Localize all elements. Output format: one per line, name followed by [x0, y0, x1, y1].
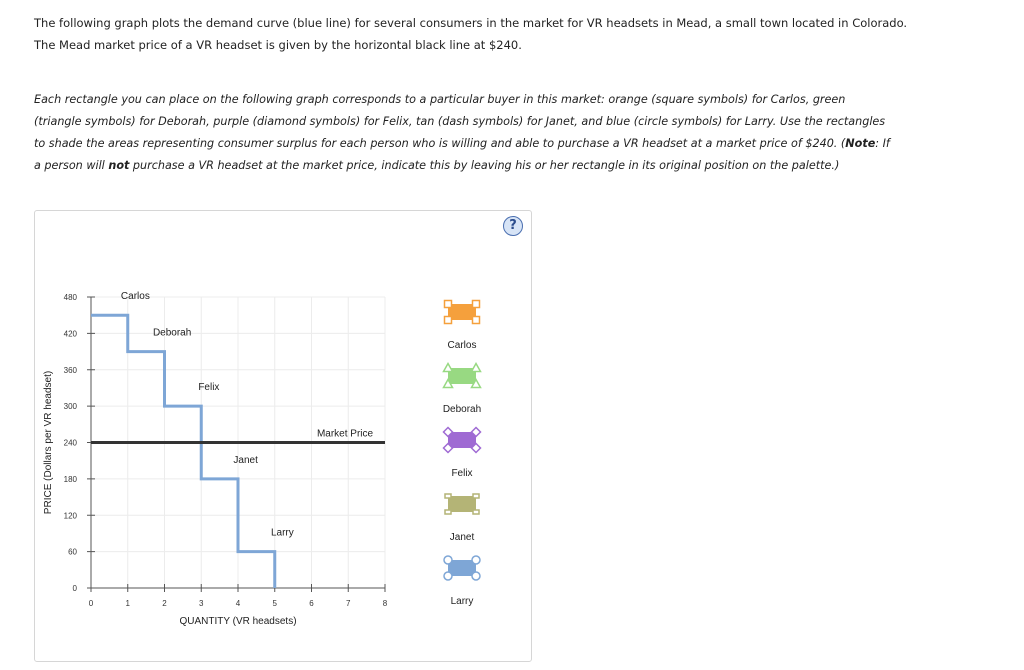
demand-curve — [91, 315, 275, 588]
y-tick-label: 360 — [63, 365, 77, 375]
circle-icon[interactable] — [444, 556, 452, 564]
step-label-larry: Larry — [270, 527, 294, 539]
y-tick-label: 180 — [63, 474, 77, 484]
note-label: Note — [845, 137, 876, 150]
instructions-part-3: purchase a VR headset at the market price, indicate this by leaving his or her rectangle in its original position on the palette.) — [129, 159, 840, 172]
palette-rect-janet[interactable] — [448, 496, 476, 512]
dash-icon[interactable] — [473, 510, 479, 514]
square-icon[interactable] — [445, 317, 452, 324]
square-icon[interactable] — [473, 317, 480, 324]
circle-icon[interactable] — [444, 572, 452, 580]
consumer-surplus-chart[interactable] — [35, 211, 531, 661]
market-price-label: Market Price — [316, 428, 374, 440]
intro-line-2: The Mead market price of a VR headset is given by the horizontal black line at $240. — [34, 38, 522, 52]
x-tick-label: 3 — [199, 599, 204, 608]
circle-icon[interactable] — [472, 556, 480, 564]
instructions — [34, 89, 894, 177]
x-tick-label: 7 — [346, 599, 351, 608]
x-tick-label: 6 — [309, 599, 314, 608]
graph-panel — [34, 210, 532, 662]
square-icon[interactable] — [473, 301, 480, 308]
instructions-part-2: : If a person will — [34, 137, 890, 172]
step-label-deborah: Deborah — [152, 327, 192, 339]
step-label-carlos: Carlos — [120, 291, 150, 303]
y-axis-title: PRICE (Dollars per VR headset) — [43, 370, 54, 515]
palette-rect-larry[interactable] — [448, 560, 476, 576]
y-tick-label: 120 — [63, 511, 77, 521]
help-button[interactable]: ? — [503, 216, 523, 236]
x-tick-label: 5 — [272, 599, 277, 608]
x-axis-title: QUANTITY (VR headsets) — [179, 616, 297, 627]
dash-icon[interactable] — [445, 494, 451, 498]
triangle-icon[interactable] — [472, 364, 481, 372]
palette-label-deborah: Deborah — [442, 404, 482, 415]
instructions-part-1: Each rectangle you can place on the following graph corresponds to a particular buyer in this market: orange (square symbols) for Carlos, green (triangle symbols) for Deborah, purple (diamond symbols) for Felix, tan (dash symbols) for Janet, and blue (circle symbols) for Larry. Use the rectangles to shade the areas representing consumer surplus for each person who is willing and able to purchase a VR headset at a market price of $240. ( — [34, 93, 886, 150]
intro-text — [34, 12, 994, 56]
y-tick-label: 480 — [63, 293, 77, 302]
palette-label-carlos: Carlos — [447, 340, 477, 351]
y-tick-label: 240 — [63, 438, 77, 448]
x-tick-label: 2 — [162, 599, 167, 608]
palette-label-felix: Felix — [451, 468, 473, 479]
step-label-janet: Janet — [233, 454, 258, 466]
y-tick-label: 60 — [68, 547, 77, 557]
palette-label-larry: Larry — [450, 596, 474, 607]
not-word: not — [108, 159, 130, 172]
y-tick-label: 300 — [63, 402, 77, 412]
y-tick-label: 0 — [72, 584, 77, 593]
y-tick-label: 420 — [63, 329, 77, 339]
x-tick-label: 4 — [235, 599, 241, 608]
x-tick-label: 8 — [382, 599, 388, 608]
intro-line-1: The following graph plots the demand curve (blue line) for several consumers in the market for VR headsets in Mead, a small town located in Colorado. — [34, 16, 908, 30]
x-tick-label: 0 — [88, 599, 94, 608]
dash-icon[interactable] — [445, 510, 451, 514]
x-tick-label: 1 — [125, 599, 130, 608]
dash-icon[interactable] — [473, 494, 479, 498]
square-icon[interactable] — [445, 301, 452, 308]
palette-rect-felix[interactable] — [448, 432, 476, 448]
palette-label-janet: Janet — [449, 532, 475, 543]
triangle-icon[interactable] — [444, 364, 453, 372]
circle-icon[interactable] — [472, 572, 480, 580]
step-label-felix: Felix — [198, 382, 220, 394]
